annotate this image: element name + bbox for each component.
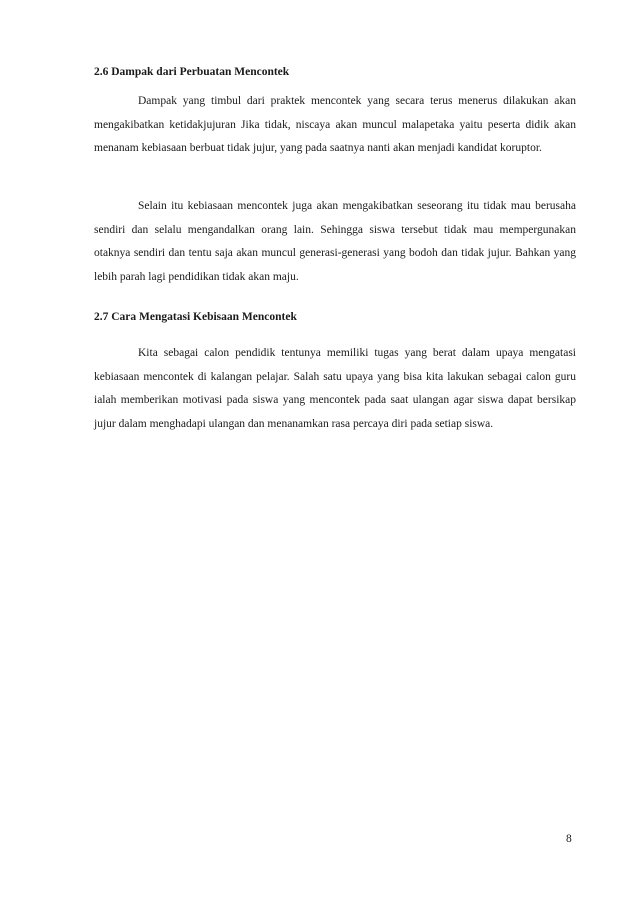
section-heading-2-6: 2.6 Dampak dari Perbuatan Mencontek [94,66,290,78]
section-2-7-paragraph-1: Kita sebagai calon pendidik tentunya memiliki tugas yang berat dalam upaya mengatasi kebiasaan mencontek di kalangan pelajar. Salah satu upaya yang bisa kita lakukan sebagai calon guru ialah memberikan motivasi pada siswa yang mencontek pada saat ulangan agar siswa dapat bersikap jujur dalam menghadapi ulangan dan menanamkan rasa percaya diri pada setiap siswa. [94,347,576,430]
section-2-6-paragraph-1: Dampak yang timbul dari praktek mencontek yang secara terus menerus dilakukan akan mengakibatkan ketidakjujuran Jika tidak, niscaya akan muncul malapetaka yaitu peserta didik akan menanam kebiasaan berbuat tidak jujur, yang pada saatnya nanti akan menjadi kandidat koruptor. [94,95,576,155]
page-number: 8 [566,833,572,845]
section-2-6-paragraph-2: Selain itu kebiasaan mencontek juga akan mengakibatkan seseorang itu tidak mau berusaha sendiri dan selalu mengandalkan orang lain. Sehingga siswa tersebut tidak mau mempergunakan otaknya sendiri dan tentu saja akan muncul generasi-generasi yang bodoh dan tidak jujur. Bahkan yang lebih parah lagi pendidikan tidak akan maju. [94,200,576,283]
section-heading-2-7: 2.7 Cara Mengatasi Kebisaan Mencontek [94,311,297,323]
